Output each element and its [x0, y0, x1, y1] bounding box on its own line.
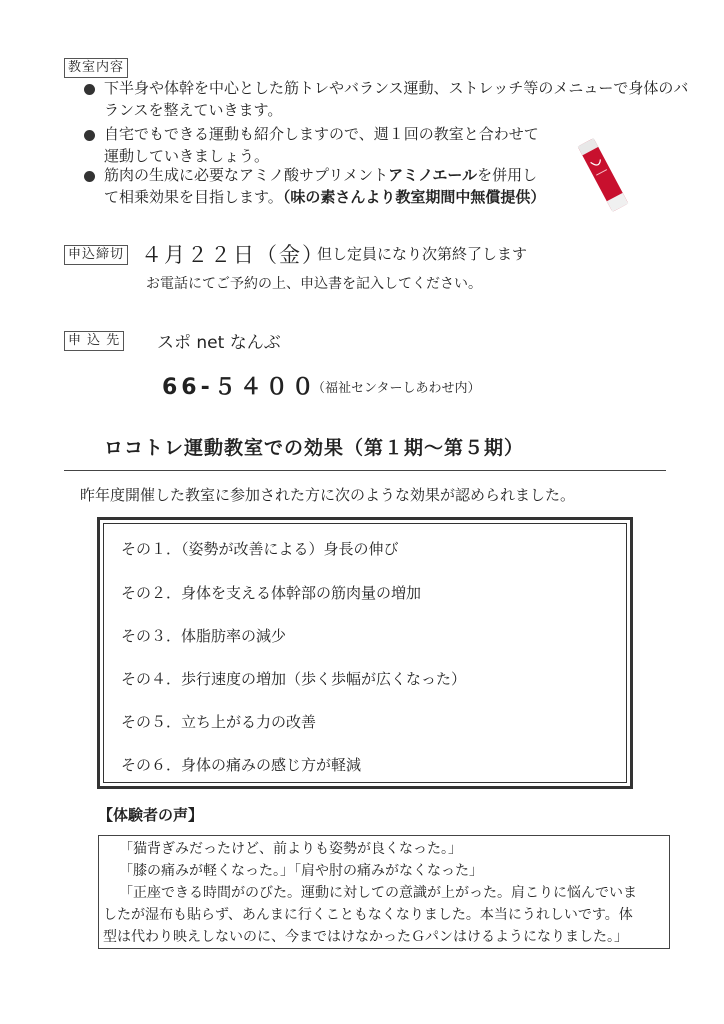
effects-box: [97, 517, 633, 789]
voice-line: 型は代わり映えしないのに、今まではけなかったＧパンはけるようになりました。」: [103, 929, 628, 945]
effect-item: その４．歩行速度の増加（歩く歩幅が広くなった）: [121, 670, 467, 688]
voices-box: [98, 835, 670, 949]
bullet-icon: [84, 130, 95, 141]
voice-line: 「膝の痛みが軽くなった。」「肩や肘の痛みがなくなった」: [119, 863, 483, 879]
course-item-3-text-a: 筋肉の生成に必要なアミノ酸サプリメント: [104, 166, 389, 184]
voice-line: 「正座できる時間がのびた。運動に対しての意識が上がった。肩こりに悩んでいま: [119, 885, 637, 901]
effects-intro: 昨年度開催した教室に参加された方に次のような効果が認められました。: [80, 486, 576, 504]
course-item-3-text-c: を併用し: [477, 166, 538, 184]
effects-title: ロコトレ運動教室での効果（第１期～第５期）: [104, 437, 525, 459]
deadline-note: 但し定員になり次第終了します: [317, 245, 528, 263]
bullet-icon: [84, 171, 95, 182]
apply-organization: スポ net なんぶ: [157, 333, 281, 353]
course-item-1: [104, 77, 688, 121]
section-divider: [64, 470, 666, 471]
phone-number: 66-５４００: [162, 375, 318, 400]
effect-item: その６．身体の痛みの感じ方が軽減: [121, 756, 362, 774]
course-item-3-text-d: て相乗効果を目指します。: [104, 188, 283, 206]
effect-item: その５．立ち上がる力の改善: [121, 713, 317, 731]
deadline-date: ４月２２日（金）: [141, 243, 325, 267]
course-item-3: [104, 164, 545, 208]
deadline-label: 申込締切: [64, 245, 128, 265]
voice-line: 「猫背ぎみだったけど、前よりも姿勢が良くなった。」: [119, 841, 462, 857]
course-label: 教室内容: [64, 58, 128, 78]
course-item-1-line-1: 下半身や体幹を中心とした筋トレやバランス運動、ストレッチ等のメニューで身体のバ: [104, 79, 689, 97]
phone-note: （福祉センターしあわせ内）: [312, 381, 481, 396]
course-item-1-line-2: ランスを整えていきます。: [104, 101, 283, 119]
effect-item: その３．体脂肪率の減少: [121, 627, 287, 645]
course-item-2-line-2: 運動していきましょう。: [104, 147, 270, 165]
apply-label: 申 込 先: [64, 331, 124, 351]
supplement-stick-pack-icon: [574, 138, 632, 212]
voice-line: したが湿布も貼らず、あんまに行くこともなくなりました。本当にうれしいです。体: [103, 907, 633, 923]
effect-item: その２．身体を支える体幹部の筋肉量の増加: [121, 584, 422, 602]
sponsor-note: （味の素さんより教室期間中無償提供）: [282, 188, 546, 206]
product-name: アミノエール: [388, 166, 478, 184]
voices-title: 【体験者の声】: [98, 806, 204, 824]
deadline-instruction: お電話にてご予約の上、申込書を記入してください。: [146, 276, 482, 292]
course-item-2: [104, 123, 539, 167]
effect-item: その１．（姿勢が改善による）身長の伸び: [121, 540, 399, 558]
bullet-icon: [84, 84, 95, 95]
course-item-2-line-1: 自宅でもできる運動も紹介しますので、週１回の教室と合わせて: [104, 125, 539, 143]
